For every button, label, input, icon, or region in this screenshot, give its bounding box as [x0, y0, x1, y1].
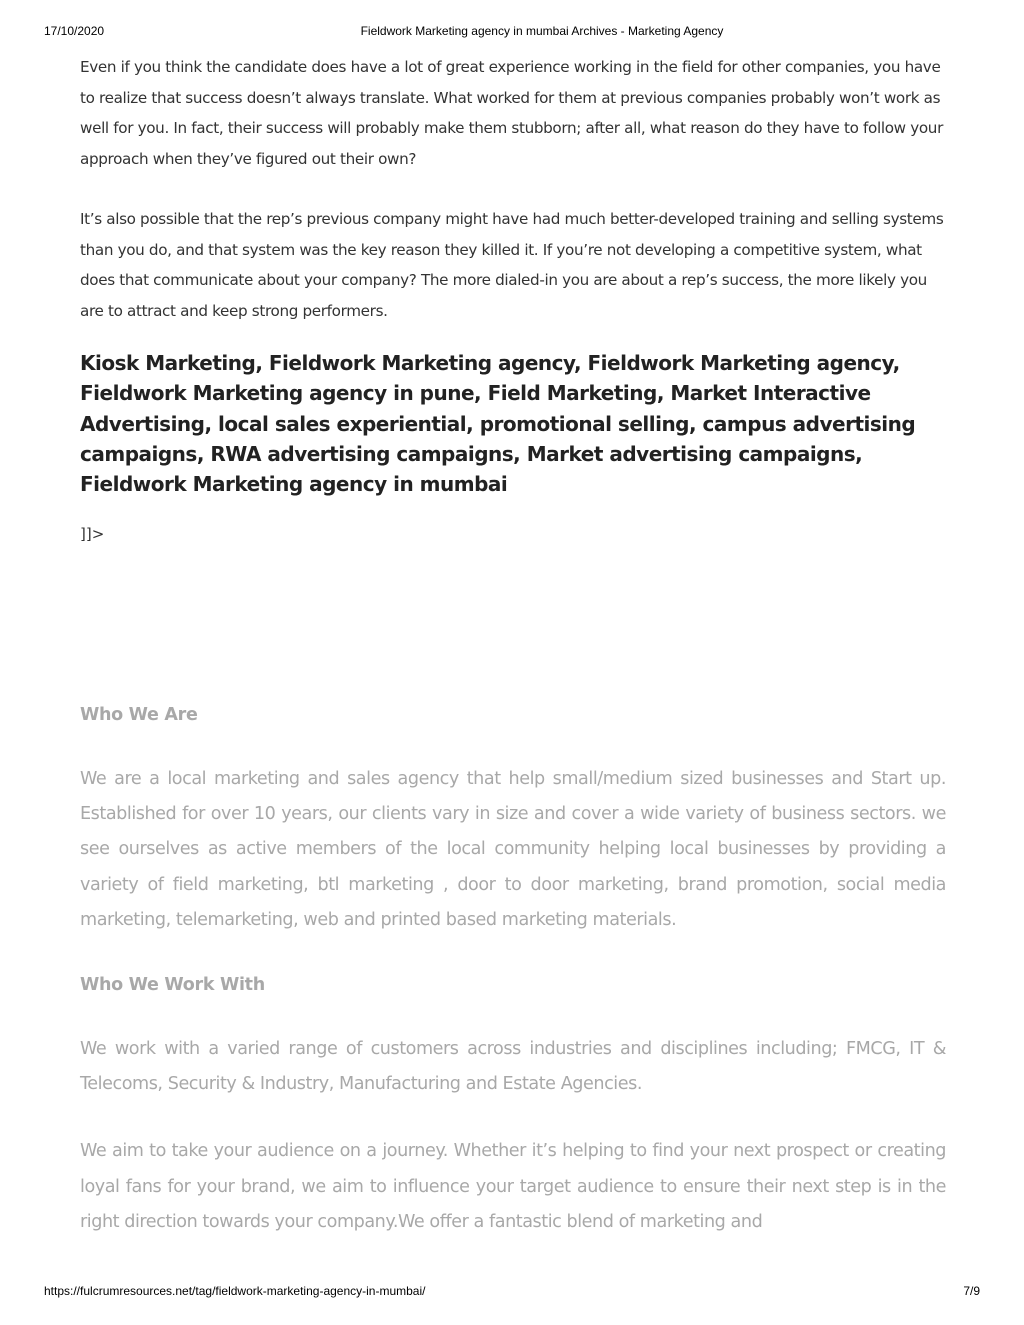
- site-footer-section: [80, 700, 946, 1240]
- article-paragraph: Even if you think the candidate does have a lot of great experience working in the field for other companies, you have to realize that success doesn’t always translate. What worked for them at previous companies probably won’t work as well for you. In fact, their success will probably make them stubborn; after all, what reason do they have to follow your approach when they’ve figured out their own?: [80, 58, 943, 168]
- tags-heading[interactable]: Kiosk Marketing, Fieldwork Marketing agency, Fieldwork Marketing agency, Fieldwork Marketing agency in pune, Field Marketing, Market Interactive Advertising, local sales experiential, promotional selling, campus advertising campaigns, RWA advertising campaigns, Market advertising campaigns, Fieldwork Marketing agency in mumbai: [80, 351, 916, 497]
- article-paragraph: It’s also possible that the rep’s previous company might have had much better-developed training and selling systems than you do, and that system was the key reason they killed it. If you’re not developing a competitive system, what does that communicate about your company? The more dialed-in you are about a rep’s success, the more likely you are to attract and keep strong performers.: [80, 210, 944, 320]
- who-we-are-text: We are a local marketing and sales agency that help small/medium sized businesses and Start up. Established for over 10 years, our clients vary in size and cover a wide variety of business sectors. we see ourselves as active members of the local community helping local businesses by providing a variety of field marketing, btl marketing , door to door marketing, brand promotion, social media marketing, telemarketing, web and printed based marketing materials.: [80, 769, 946, 930]
- print-url: https://fulcrumresources.net/tag/fieldwork-marketing-agency-in-mumbai/: [44, 1284, 426, 1298]
- who-we-work-with-heading: Who We Work With: [80, 975, 265, 996]
- page-indicator: 7/9: [963, 1284, 980, 1298]
- print-footer: [44, 1284, 980, 1300]
- print-header: [44, 24, 980, 40]
- aim-text: We aim to take your audience on a journey. Whether it’s helping to find your next prospect or creating loyal fans for your brand, we aim to influence your target audience to ensure their next step is in the right direction towards your company.We offer a fantastic blend of marketing and: [80, 1141, 946, 1232]
- cdata-text: ]]>: [80, 525, 105, 544]
- who-we-are-heading: Who We Are: [80, 705, 198, 725]
- print-date: 17/10/2020: [44, 24, 105, 38]
- article-content: [80, 52, 946, 543]
- who-we-work-with-text: We work with a varied range of customers across industries and disciplines including; FMCG, IT & Telecoms, Security & Industry, Manufacturing and Estate Agencies.: [80, 1039, 946, 1095]
- print-page-title: Fieldwork Marketing agency in mumbai Archives - Marketing Agency: [360, 24, 724, 38]
